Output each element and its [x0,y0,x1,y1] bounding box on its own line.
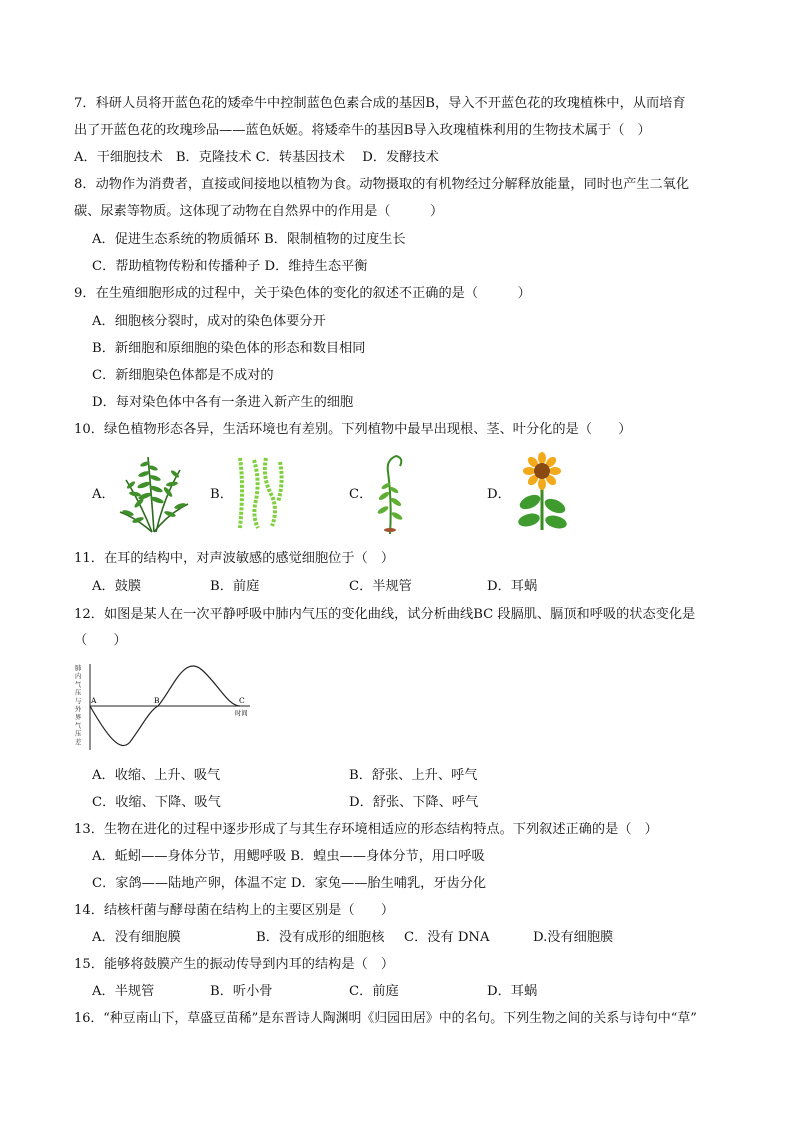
point-label-a: A [91,696,97,705]
q14-option-d: D.没有细胞膜 [533,930,614,945]
y-axis-label-char: 差 [75,738,82,746]
moss-sprout-icon [370,452,410,536]
q14-option-c: C．没有 DNA [404,930,490,945]
q9-option-b: B．新细胞和原细胞的染色体的形态和数目相同 [92,341,366,356]
q10-label-c: C． [349,487,373,502]
q7-options: A．干细胞技术 B．克隆技术 C．转基因技术 D．发酵技术 [74,150,439,165]
q15-option-a: A．半规管 [92,984,155,999]
y-axis-label-char: 肺 [75,665,82,672]
sunflower-icon [512,452,572,532]
q9-stem: 9．在生殖细胞形成的过程中，关于染色体的变化的叙述不正确的是（ ） [74,286,531,301]
q10-stem: 10．绿色植物形态各异，生活环境也有差别。下列植物中最早出现根、茎、叶分化的是（ ） [74,422,632,437]
q11-stem: 11．在耳的结构中，对声波敏感的感觉细胞位于（ ） [74,551,395,566]
y-axis-label-char: 界 [75,714,82,722]
y-axis-label-char: 内 [75,673,82,681]
q8-stem-line2: 碳、尿素等物质。这体现了动物在自然界中的作用是（ ） [74,204,444,219]
q13-stem: 13．生物在进化的过程中逐步形成了与其生存环境相适应的形态结构特点。下列叙述正确的是（ ） [74,822,658,837]
q10-label-b: B． [210,487,233,502]
y-axis-label-char: 外 [75,706,82,713]
q14-stem: 14．结核杆菌与酵母菌在结构上的主要区别是（ ） [74,903,395,918]
x-axis-label: 时间 [235,710,248,717]
y-axis-label-char: 压 [75,689,82,697]
q8-options-cd: C．帮助植物传粉和传播种子 D．维持生态平衡 [92,259,368,274]
q12-option-a: A．收缩、上升、吸气 [92,768,221,783]
q8-options-ab: A．促进生态系统的物质循环 B．限制植物的过度生长 [92,232,406,247]
q15-option-b: B．听小骨 [210,984,273,999]
point-label-c: C [239,696,245,705]
q9-option-a: A．细胞核分裂时，成对的染色体要分开 [92,314,326,329]
q15-option-d: D．耳蜗 [487,984,538,999]
q9-option-c: C．新细胞染色体都是不成对的 [92,368,274,383]
y-axis-label-char: 气 [75,722,82,730]
q13-options-ab: A．蚯蚓——身体分节，用鳃呼吸 B．蝗虫——身体分节，用口呼吸 [92,849,485,864]
q9-option-d: D．每对染色体中各有一条进入新产生的细胞 [92,395,354,410]
y-axis-label-char: 压 [75,730,82,738]
y-axis-label-char: 与 [75,697,82,705]
q11-option-d: D．耳蜗 [487,579,538,594]
q11-option-c: C．半规管 [349,579,412,594]
q14-option-b: B．没有成形的细胞核 [256,930,385,945]
algae-strands-icon [232,456,288,530]
fern-plant-icon [118,452,190,534]
q12-option-b: B．舒张、上升、呼气 [349,768,478,783]
lung-pressure-curve-figure [72,660,262,754]
q10-label-d: D． [487,487,511,502]
q12-stem-line2: （ ） [74,633,127,648]
q13-options-cd: C．家鸽——陆地产卵，体温不定 D．家兔——胎生哺乳，牙齿分化 [92,876,487,891]
q11-option-a: A．鼓膜 [92,579,142,594]
q15-stem: 15．能够将鼓膜产生的振动传导到内耳的结构是（ ） [74,957,395,972]
q8-stem-line1: 8．动物作为消费者，直接或间接地以植物为食。动物摄取的有机物经过分解释放能量，同时也产生二氧化 [74,177,690,192]
q10-label-a: A． [92,487,115,502]
y-axis-label-char: 气 [75,681,82,689]
y-axis-label [75,663,82,746]
q7-stem-line1: 7．科研人员将开蓝色花的矮牵牛中控制蓝色色素合成的基因B，导入不开蓝色花的玫瑰植株中，从而培育 [74,96,686,111]
q12-stem-line1: 12．如图是某人在一次平静呼吸中肺内气压的变化曲线，试分析曲线BC 段膈肌、膈顶和呼吸的状态变化是 [74,607,696,622]
q15-option-c: C．前庭 [349,984,399,999]
q11-option-b: B．前庭 [210,579,260,594]
q7-stem-line2: 出了开蓝色花的玫瑰珍品——蓝色妖姬。将矮牵牛的基因B导入玫瑰植株利用的生物技术属于（ ） [74,123,651,138]
q14-option-a: A．没有细胞膜 [92,930,181,945]
point-label-b: B [154,696,160,705]
q12-option-d: D．舒张、下降、呼气 [349,795,479,810]
q12-option-c: C．收缩、下降、吸气 [92,795,221,810]
q16-stem-line1: 16．“种豆南山下，草盛豆苗稀”是东晋诗人陶渊明《归园田居》中的名句。下列生物之间的关系与诗句中“草” [74,1011,697,1026]
